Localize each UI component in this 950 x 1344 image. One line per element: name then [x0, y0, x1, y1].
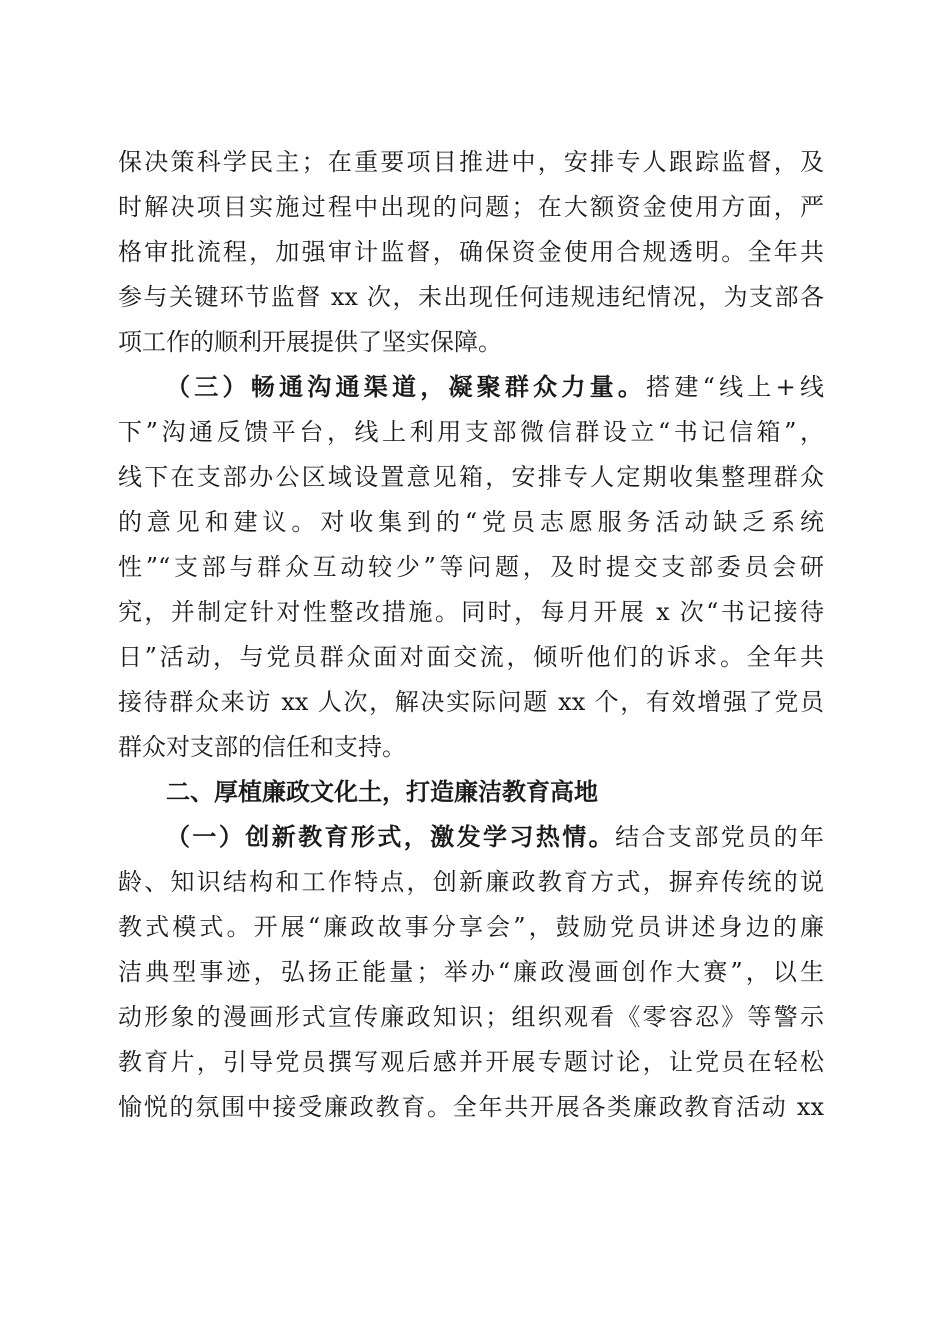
text-line-first — [118, 815, 824, 860]
text-line-first — [118, 365, 824, 410]
text-line: 线下在支部办公区域设置意见箱，安排专人定期收集整理群众 — [118, 463, 824, 491]
first-line-rest: 结合支部党员的年 — [615, 823, 825, 851]
text-line: 日”活动，与党员群众面对面交流，倾听他们的诉求。全年共 — [118, 643, 824, 671]
text-line: 的意见和建议。对收集到的“党员志愿服务活动缺乏系统 — [118, 508, 824, 536]
first-line-rest: 搭建“线上+线 — [646, 373, 824, 401]
paragraph-communication-channels — [118, 365, 824, 770]
text-line: 教式模式。开展“廉政故事分享会”，鼓励党员讲述身边的廉 — [118, 913, 824, 941]
paragraph-supervision-continued — [118, 140, 824, 365]
paragraph-education-forms — [118, 815, 824, 1130]
text-line: 群众对支部的信任和支持。 — [118, 733, 406, 761]
text-line: 愉悦的氛围中接受廉政教育。全年共开展各类廉政教育活动 xx — [118, 1093, 824, 1121]
paragraph-lead-sentence: （一）创新教育形式，激发学习热情。 — [166, 823, 616, 851]
text-line: 保决策科学民主；在重要项目推进中，安排专人跟踪监督，及 — [118, 148, 824, 176]
paragraph-lead-sentence: （三）畅通沟通渠道，凝聚群众力量。 — [166, 373, 647, 401]
text-line: 教育片，引导党员撰写观后感并开展专题讨论，让党员在轻松 — [118, 1048, 824, 1076]
text-line: 格审批流程，加强审计监督，确保资金使用合规透明。全年共 — [118, 238, 824, 266]
document-body — [118, 140, 824, 1130]
text-line: 性”“支部与群众互动较少”等问题，及时提交支部委员会研 — [118, 553, 824, 581]
text-line: 洁典型事迹，弘扬正能量；举办“廉政漫画创作大赛”，以生 — [118, 958, 824, 986]
text-line: 龄、知识结构和工作特点，创新廉政教育方式，摒弃传统的说 — [118, 868, 824, 896]
section-heading: 二、厚植廉政文化土，打造廉洁教育高地 — [166, 778, 598, 806]
text-line: 究，并制定针对性整改措施。同时，每月开展 x 次“书记接待 — [118, 598, 824, 626]
text-line: 动形象的漫画形式宣传廉政知识；组织观看《零容忍》等警示 — [118, 1003, 824, 1031]
text-line: 参与关键环节监督 xx 次，未出现任何违规违纪情况，为支部各 — [118, 283, 824, 311]
text-line: 接待群众来访 xx 人次，解决实际问题 xx 个，有效增强了党员 — [118, 688, 824, 716]
text-line: 下”沟通反馈平台，线上利用支部微信群设立“书记信箱”， — [118, 418, 824, 446]
text-line: 项工作的顺利开展提供了坚实保障。 — [118, 328, 502, 356]
text-line: 时解决项目实施过程中出现的问题；在大额资金使用方面，严 — [118, 193, 824, 221]
